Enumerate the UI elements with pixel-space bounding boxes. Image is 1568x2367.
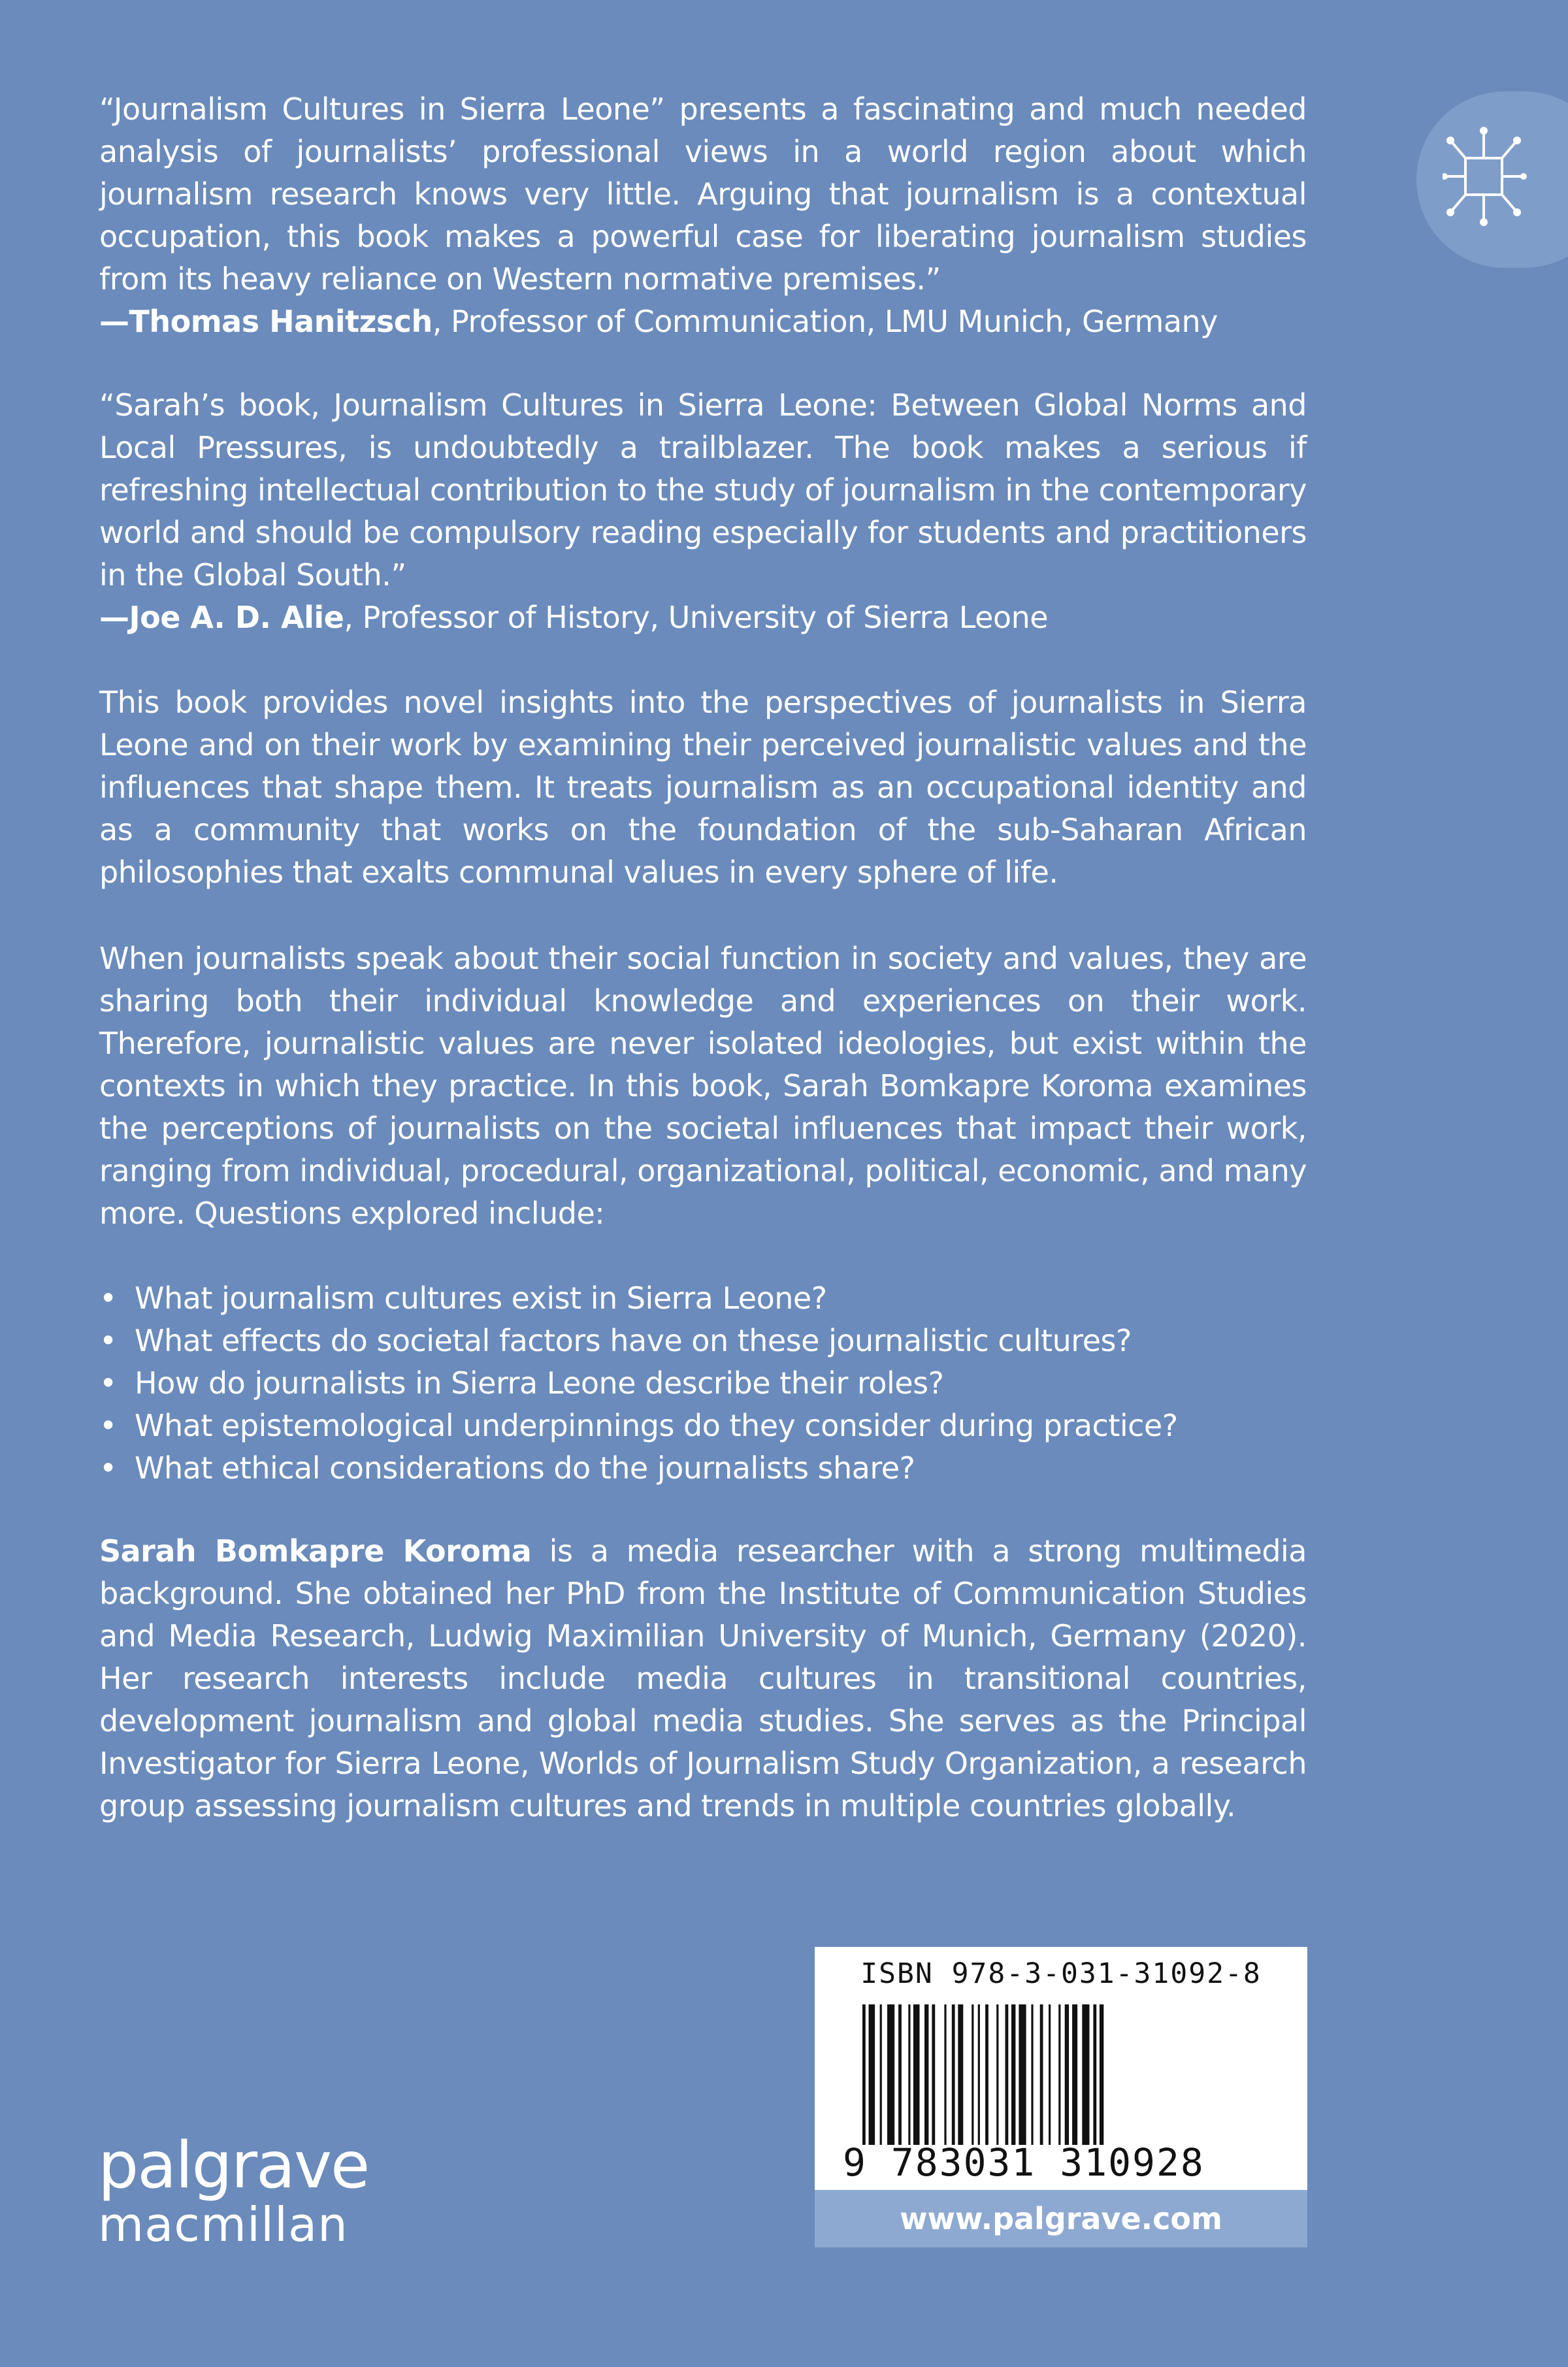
list-item <box>99 1320 1307 1362</box>
endorser-affiliation: , Professor of History, University of Sierra Leone <box>344 600 1049 635</box>
logo-macmillan: macmillan <box>98 2197 348 2252</box>
barcode-bar <box>924 2004 928 2145</box>
bio-text <box>99 1530 1307 1827</box>
question-text: How do journalists in Sierra Leone describe their roles? <box>135 1365 944 1401</box>
isbn-label: ISBN 978-3-031-31092-8 <box>860 1957 1262 1990</box>
endorsement-text: “Journalism Cultures in Sierra Leone” presents a fascinating and much needed analysis of journalists’ professional views in a world region about which journalism research knows very little. Arguing that journalism is a contextual occupation, this book makes a powerful case for liberating journalism studies from its heavy reliance on Western normative premises.” <box>99 91 1307 297</box>
barcode-bar <box>1040 2004 1043 2145</box>
question-text: What ethical considerations do the journalists share? <box>135 1450 915 1486</box>
barcode-bar <box>1072 2004 1077 2145</box>
barcode-bar <box>913 2004 920 2145</box>
barcode-bar <box>862 2004 866 2145</box>
barcode-bar <box>887 2004 894 2145</box>
bullet-icon: • <box>99 1450 117 1486</box>
barcode-bar <box>932 2004 935 2145</box>
barcode-bar <box>978 2004 980 2145</box>
endorser-name: Thomas Hanitzsch <box>129 304 433 339</box>
bullet-icon: • <box>99 1323 117 1358</box>
endorser-affiliation: , Professor of Communication, LMU Munich, Germany <box>432 304 1218 339</box>
question-text: What journalism cultures exist in Sierra Leone? <box>135 1281 827 1316</box>
barcode-bar <box>898 2004 902 2145</box>
barcode-bar <box>1100 2004 1103 2145</box>
endorsement-attribution <box>99 301 1307 343</box>
barcode-bar <box>985 2004 988 2145</box>
palgrave-network-icon <box>1443 124 1527 232</box>
list-item <box>99 1362 1307 1405</box>
bullet-icon: • <box>99 1281 117 1316</box>
barcode-bar <box>958 2004 963 2145</box>
bullet-icon: • <box>99 1365 117 1401</box>
endorsement-attribution <box>99 596 1307 639</box>
barcode-icon <box>862 2004 1254 2145</box>
barcode-bar <box>1019 2004 1026 2145</box>
barcode-bar <box>1049 2004 1051 2145</box>
attribution-dash: — <box>99 304 129 339</box>
bullet-icon: • <box>99 1408 117 1443</box>
barcode-digits: 9 783031 310928 <box>843 2140 1205 2185</box>
endorsement-text: “Sarah’s book, Journalism Cultures in Sierra Leone: Between Global Norms and Local Pressures, is undoubtedly a trailblazer. The book makes a serious if refreshing intellectual contribution to the study of journalism in the contemporary world and should be compulsory reading especially for students and practitioners in the Global South.” <box>99 387 1307 593</box>
author-bio <box>99 1530 1307 1827</box>
barcode-bar <box>972 2004 973 2145</box>
author-name: Sarah Bomkapre Koroma <box>99 1533 532 1569</box>
barcode-bar <box>996 2004 998 2145</box>
list-item <box>99 1405 1307 1447</box>
list-item <box>99 1447 1307 1490</box>
endorsement-alie <box>99 384 1307 639</box>
barcode-bar <box>1005 2004 1009 2145</box>
palgrave-emblem <box>1416 91 1568 268</box>
barcode-bar <box>952 2004 955 2145</box>
question-text: What epistemological underpinnings do they consider during practice? <box>135 1408 1178 1443</box>
barcode-bar <box>1058 2004 1060 2145</box>
endorsement-hanitzsch <box>99 88 1307 343</box>
questions-list <box>99 1277 1307 1490</box>
endorser-name: Joe A. D. Alie <box>129 600 344 635</box>
barcode-bar <box>1082 2004 1089 2145</box>
list-item <box>99 1277 1307 1320</box>
barcode-bar <box>908 2004 910 2145</box>
barcode-bar <box>1031 2004 1033 2145</box>
barcode-bar <box>869 2004 875 2145</box>
barcode-bar <box>880 2004 882 2145</box>
question-text: What effects do societal factors have on these journalistic cultures? <box>135 1323 1132 1358</box>
barcode-bar <box>1011 2004 1015 2145</box>
description-paragraph-1 <box>99 681 1307 894</box>
bio-body: is a media researcher with a strong multimedia background. She obtained her PhD from the Institute of Communication Studies and Media Research, Ludwig Maximilian University of Munich, Germany (2020). Her research interests include media cultures in transitional countries, development journalism and global media studies. She serves as the Principal Investigator for Sierra Leone, Worlds of Journalism Study Organization, a research group assessing journalism cultures and trends in multiple countries globally. <box>99 1533 1307 1823</box>
publisher-logo <box>98 2129 369 2252</box>
description-paragraph-2 <box>99 938 1307 1235</box>
description-text: This book provides novel insights into the perspectives of journalists in Sierra Leone and on their work by examining their perceived journalistic values and the influences that shape them. It treats journalism as an occupational identity and as a community that works on the foundation of the sub-Saharan African philosophies that exalts communal values in every sphere of life. <box>99 685 1307 890</box>
logo-palgrave: palgrave <box>98 2129 369 2203</box>
barcode-bar <box>1093 2004 1096 2145</box>
publisher-url: www.palgrave.com <box>815 2190 1307 2247</box>
attribution-dash: — <box>99 600 129 635</box>
barcode-bar <box>944 2004 946 2145</box>
barcode-bar <box>1065 2004 1069 2145</box>
description-text: When journalists speak about their social function in society and values, they are sharing both their individual knowledge and experiences on their work. Therefore, journalistic values are never isolated ideologies, but exist within the contexts in which they practice. In this book, Sarah Bomkapre Koroma examines the perceptions of journalists on the societal influences that impact their work, ranging from individual, procedural, organizational, political, economic, and many more. Questions explored include: <box>99 941 1307 1231</box>
